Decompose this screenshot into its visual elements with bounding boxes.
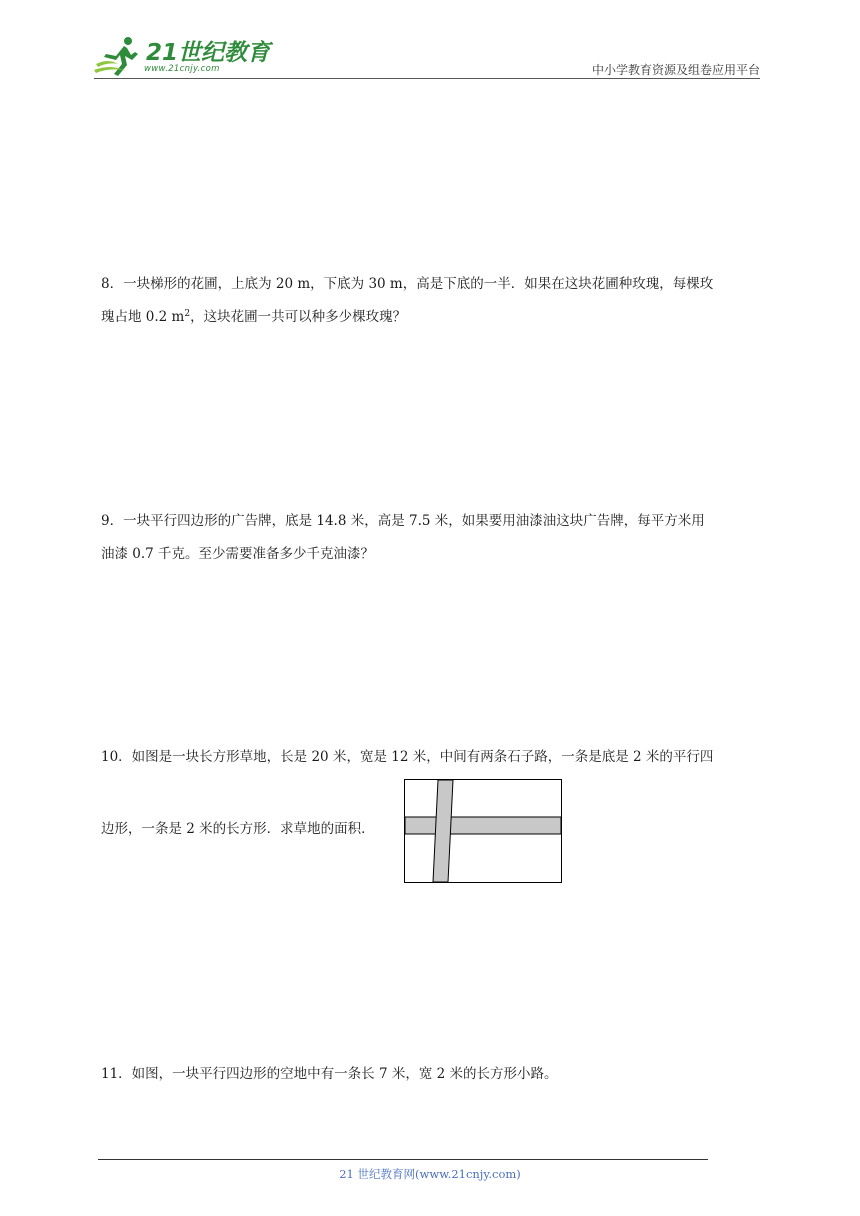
question-8-line-2-tail: ，这块花圃一共可以种多少棵玫瑰？: [190, 309, 407, 325]
superscript: 2: [184, 309, 191, 319]
logo-url: www.21cnjy.com: [144, 64, 220, 74]
question-10-line-2: 边形，一条是 2 米的长方形．求草地的面积．: [101, 821, 375, 837]
question-9: [101, 505, 766, 571]
question-10-line-1-wrap: [101, 741, 766, 774]
footer-text[interactable]: 21 世纪教育网(www.21cnjy.com): [339, 1167, 521, 1181]
question-11-line-1: 11．如图，一块平行四边形的空地中有一条长 7 米，宽 2 米的长方形小路。: [101, 1066, 558, 1082]
question-8: [101, 268, 766, 334]
platform-title: 中小学教育资源及组卷应用平台: [591, 63, 760, 77]
question-9-line-2: 油漆 0.7 千克。至少需要准备多少千克油漆？: [101, 546, 375, 562]
question-11: [101, 1058, 766, 1091]
horizontal-path: [405, 817, 561, 834]
lawn-figure: [404, 779, 562, 883]
question-8-line-2: [101, 301, 766, 334]
runner-logo-icon: [94, 34, 146, 78]
logo-text: 21世纪教育: [146, 40, 271, 66]
question-10-line-1: 10．如图是一块长方形草地，长是 20 米，宽是 12 米，中间有两条石子路，一条是底是 2 米的平行四: [101, 749, 714, 765]
slanted-path: [433, 780, 453, 882]
question-8-line-2-text: 瑰占地 0.2 m: [101, 309, 185, 325]
question-8-line-1: 8．一块梯形的花圃，上底为 20 m，下底为 30 m，高是下底的一半．如果在这块花圃种玫瑰，每棵玫: [101, 276, 714, 292]
page-header: [94, 30, 760, 78]
question-9-line-1: 9．一块平行四边形的广告牌，底是 14.8 米，高是 7.5 米，如果要用油漆油这块广告牌，每平方米用: [101, 513, 705, 529]
footer-divider: [98, 1159, 708, 1160]
header-divider: [94, 78, 760, 79]
logo: [94, 34, 271, 78]
